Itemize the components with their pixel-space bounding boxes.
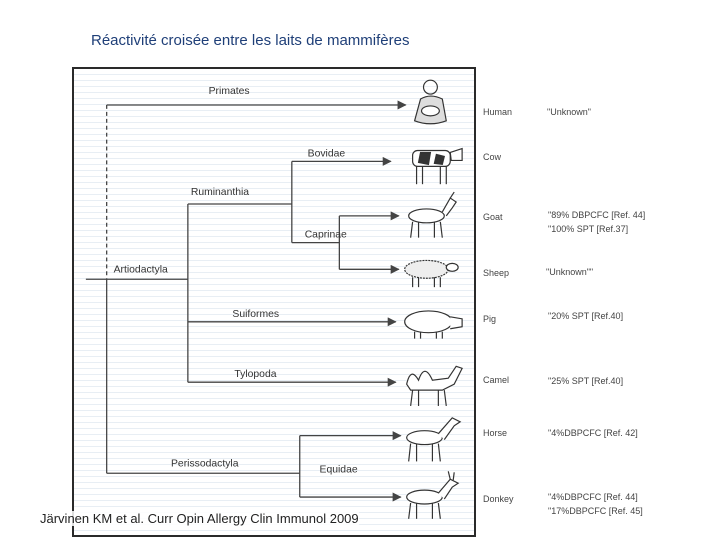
animal-name-sheep: Sheep: [483, 268, 510, 278]
reference-horse-0: "4%DBPCFC [Ref. 42]: [548, 428, 638, 438]
animal-name-donkey: Donkey: [483, 494, 514, 504]
reference-goat-0: "89% DBPCFC [Ref. 44]: [548, 210, 646, 220]
tree-branches: [86, 105, 406, 497]
animal-name-human: Human: [483, 107, 513, 117]
horse-icon: [407, 418, 460, 462]
animal-name-camel: Camel: [483, 375, 510, 385]
sheep-icon: [405, 260, 458, 287]
tree-diagram: [74, 69, 474, 535]
clade-label-caprinae: Caprinae: [304, 229, 347, 241]
cow-icon: [413, 149, 463, 185]
reference-goat-1: "100% SPT [Ref.37]: [548, 224, 629, 234]
clade-label-artiodactyla: Artiodactyla: [113, 264, 168, 276]
pig-icon: [405, 311, 462, 339]
reference-pig-0: "20% SPT [Ref.40]: [548, 311, 624, 321]
reference-camel-0: "25% SPT [Ref.40]: [548, 376, 624, 386]
slide-title: Réactivité croisée entre les laits de mammifères: [91, 32, 410, 49]
clade-label-perissodactyla: Perissodactyla: [171, 458, 239, 470]
reference-donkey-0: "4%DBPCFC [Ref. 44]: [548, 492, 638, 502]
donkey-icon: [407, 471, 458, 519]
goat-icon: [409, 192, 457, 238]
phylogenetic-tree-figure: [72, 67, 476, 537]
clade-label-equidae: Equidae: [319, 464, 358, 476]
animal-name-horse: Horse: [483, 428, 508, 438]
clade-label-tylopoda: Tylopoda: [234, 369, 277, 381]
reference-human-0: "Unknown": [547, 107, 591, 117]
clade-label-ruminanthia: Ruminanthia: [190, 187, 250, 199]
clade-label-primates: Primates: [208, 86, 250, 98]
animal-name-cow: Cow: [483, 152, 502, 162]
reference-donkey-1: "17%DBPCFC [Ref. 45]: [548, 506, 643, 516]
reference-sheep-0: "Unknown"": [546, 267, 594, 277]
animal-name-goat: Goat: [483, 212, 503, 222]
clade-label-suiformes: Suiformes: [232, 308, 280, 320]
citation: Järvinen KM et al. Curr Opin Allergy Clin Immunol 2009: [40, 511, 359, 526]
human-icon: [415, 80, 447, 124]
camel-icon: [407, 366, 462, 406]
animal-name-pig: Pig: [483, 314, 497, 324]
clade-label-bovidae: Bovidae: [307, 148, 346, 160]
